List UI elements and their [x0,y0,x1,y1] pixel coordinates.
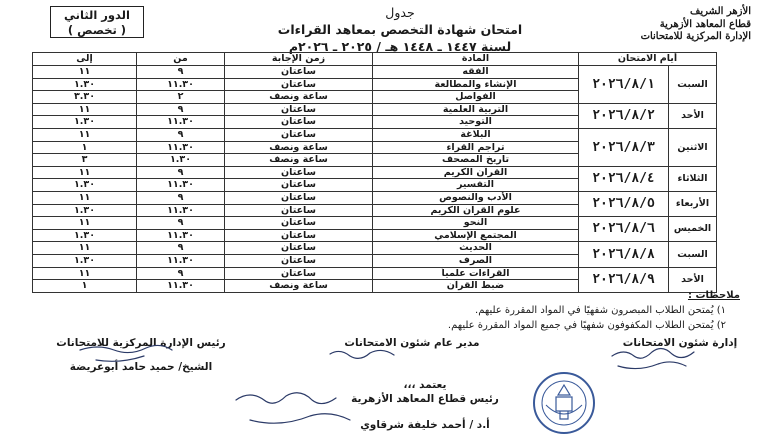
subject-cell: الفقه [373,66,579,79]
round-line-2: ( تخصص ) [67,23,127,37]
from-time-cell: ١١.٣٠ [137,280,225,293]
signature-central-head-title: رئيس الإدارة المركزية للامتحانات [56,337,226,349]
date-cell: ٢٠٢٦/٨/٢ [579,103,669,128]
header-duration: زمن الإجابة [225,53,373,66]
signature-sector-head-title: رئيس قطاع المعاهد الأزهرية [351,393,499,405]
table-row [33,103,717,116]
title-line-1: جدول [385,5,415,20]
to-time-cell: ١ [33,280,137,293]
date-cell: ٢٠٢٦/٨/٨ [579,242,669,267]
signature-sector-head-name: أ.د / أحمد خليفة شرقاوي [360,419,490,431]
header-from: من [137,53,225,66]
subject-cell: البلاغة [373,128,579,141]
from-time-cell: ٩ [137,66,225,79]
schedule-table-wrap [32,52,716,292]
official-seal [532,371,596,435]
to-time-cell: ٣.٣٠ [33,91,137,104]
duration-cell: ساعتان [225,78,373,91]
subject-cell: الفواصل [373,91,579,104]
duration-cell: ساعتان [225,191,373,204]
signature-general-manager-title: مدير عام شئون الامتحانات [344,337,480,349]
subject-cell: التفسير [373,179,579,192]
signature-central-head-name: الشيخ/ حميد حامد أبوعريضة [69,361,213,373]
subject-cell: التربية العلمية [373,103,579,116]
from-time-cell: ٩ [137,128,225,141]
duration-cell: ساعتان [225,217,373,230]
notes-heading: ملاحظات : [687,290,740,301]
document-title-block [250,4,550,55]
from-time-cell: ٩ [137,267,225,280]
title-line-2: امتحان شهادة التخصص بمعاهد القراءات [277,22,523,37]
table-row [33,66,717,79]
table-row [33,217,717,230]
date-cell: ٢٠٢٦/٨/١ [579,66,669,104]
table-header-row [33,53,717,66]
round-line-1: الدور الثاني [64,8,130,22]
round-box [50,6,144,38]
duration-cell: ساعتان [225,179,373,192]
duration-cell: ساعتان [225,66,373,79]
day-name-cell: الأحد [669,103,717,128]
to-time-cell: ١١ [33,103,137,116]
to-time-cell: ١١ [33,128,137,141]
to-time-cell: ١.٣٠ [33,204,137,217]
duration-cell: ساعة ونصف [225,91,373,104]
signature-scribble-2 [330,350,394,358]
from-time-cell: ١١.٣٠ [137,179,225,192]
to-time-cell: ١١ [33,191,137,204]
to-time-cell: ١ [33,141,137,154]
duration-cell: ساعتان [225,229,373,242]
duration-cell: ساعتان [225,166,373,179]
date-cell: ٢٠٢٦/٨/٤ [579,166,669,191]
table-row [33,267,717,280]
day-name-cell: الأربعاء [669,191,717,216]
to-time-cell: ١١ [33,217,137,230]
duration-cell: ساعة ونصف [225,141,373,154]
to-time-cell: ١١ [33,166,137,179]
from-time-cell: ١١.٣٠ [137,254,225,267]
to-time-cell: ١١ [33,242,137,255]
org-line-1: الأزهر الشريف [690,6,751,17]
note-item-1: ١) يُمتحن الطلاب المبصرون شفهيًا في المواد المقررة عليهم. [475,305,726,316]
date-cell: ٢٠٢٦/٨/٥ [579,191,669,216]
to-time-cell: ١١ [33,66,137,79]
subject-cell: النحو [373,217,579,230]
signature-exam-affairs [605,336,755,350]
note-item-2: ٢) يُمتحن الطلاب المكفوفون شفهيًا في جميع المواد المقررة عليهم. [447,320,726,331]
to-time-cell: ١.٣٠ [33,78,137,91]
subject-cell: الحديث [373,242,579,255]
duration-cell: ساعة ونصف [225,280,373,293]
from-time-cell: ١١.٣٠ [137,229,225,242]
header-days: أيام الامتحان [579,53,717,66]
org-line-2: قطاع المعاهد الأزهرية [659,18,751,30]
subject-cell: تراجم القراء [373,141,579,154]
signature-sector-head-pre: يعتمد ،،، [403,379,447,391]
from-time-cell: ٩ [137,191,225,204]
duration-cell: ساعتان [225,204,373,217]
table-row [33,191,717,204]
subject-cell: علوم القرآن الكريم [373,204,579,217]
to-time-cell: ١.٣٠ [33,116,137,129]
header-to: إلى [33,53,137,66]
signature-general-manager [337,336,487,350]
signature-exam-affairs-title: إدارة شئون الامتحانات [622,337,738,349]
to-time-cell: ١.٣٠ [33,254,137,267]
duration-cell: ساعتان [225,267,373,280]
from-time-cell: ١١.٣٠ [137,116,225,129]
subject-cell: القراءات علمياً [373,267,579,280]
from-time-cell: ١١.٣٠ [137,204,225,217]
subject-cell: الأدب والنصوص [373,191,579,204]
day-name-cell: السبت [669,242,717,267]
date-cell: ٢٠٢٦/٨/٦ [579,217,669,242]
header-subject: المادة [373,53,579,66]
from-time-cell: ٩ [137,166,225,179]
duration-cell: ساعتان [225,103,373,116]
table-row [33,242,717,255]
day-name-cell: الأحد [669,267,717,292]
date-cell: ٢٠٢٦/٨/٣ [579,128,669,166]
duration-cell: ساعتان [225,116,373,129]
duration-cell: ساعتان [225,242,373,255]
day-name-cell: الاثنين [669,128,717,166]
to-time-cell: ١١ [33,267,137,280]
to-time-cell: ١.٣٠ [33,179,137,192]
subject-cell: تاريخ المصحف [373,154,579,167]
org-line-3: الإدارة المركزية للامتحانات [640,31,751,42]
signature-scribble-1b [618,362,686,369]
to-time-cell: ٣ [33,154,137,167]
subject-cell: المجتمع الإسلامي [373,229,579,242]
notes-block [200,288,740,333]
schedule-body [33,66,717,293]
from-time-cell: ٩ [137,217,225,230]
from-time-cell: ١١.٣٠ [137,141,225,154]
subject-cell: ضبط القرآن [373,280,579,293]
from-time-cell: ٩ [137,242,225,255]
date-cell: ٢٠٢٦/٨/٩ [579,267,669,292]
from-time-cell: ٩ [137,103,225,116]
from-time-cell: ٢ [137,91,225,104]
subject-cell: القرآن الكريم [373,166,579,179]
title-line-3: لسنة ١٤٤٧ ـ ١٤٤٨ هـ / ٢٠٢٥ ـ ٢٠٢٦م [288,39,512,54]
duration-cell: ساعتان [225,128,373,141]
day-name-cell: الثلاثاء [669,166,717,191]
table-row [33,166,717,179]
day-name-cell: السبت [669,66,717,104]
subject-cell: الإنشاء والمطالعة [373,78,579,91]
organization-header [561,6,751,44]
signature-central-head [36,336,246,374]
from-time-cell: ١.٣٠ [137,154,225,167]
table-row [33,128,717,141]
day-name-cell: الخميس [669,217,717,242]
schedule-table [32,52,717,293]
subject-cell: التوحيد [373,116,579,129]
to-time-cell: ١.٣٠ [33,229,137,242]
signature-sector-head [320,378,530,432]
duration-cell: ساعة ونصف [225,154,373,167]
subject-cell: الصرف [373,254,579,267]
duration-cell: ساعتان [225,254,373,267]
from-time-cell: ١١.٣٠ [137,78,225,91]
